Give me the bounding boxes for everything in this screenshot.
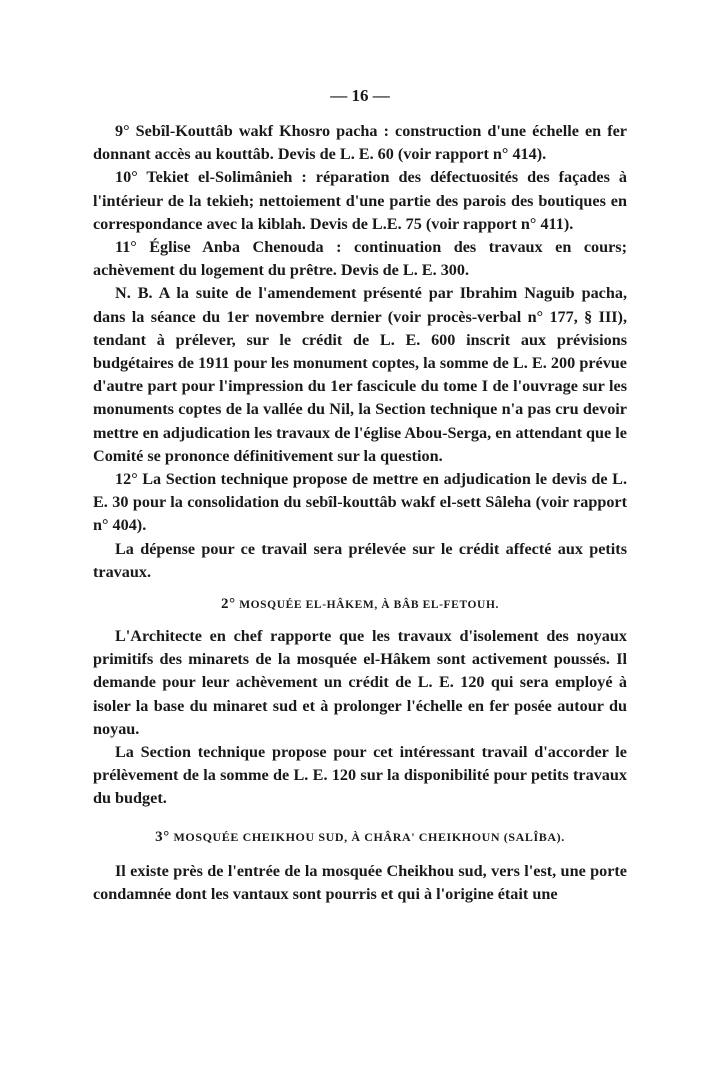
page-number: — 16 — [330,86,390,105]
paragraph-cheikhou: Il existe près de l'entrée de la mosquée Cheikhou sud, vers l'est, une porte condamnée dont les vantaux sont pourris et qui à l'origine était une [93,861,627,903]
section-number: 2° [221,596,236,613]
paragraph-item-11: 11° Église Anba Chenouda : continuation des travaux en cours; achèvement du logement du prêtre. Devis de L. E. 300. [93,238,627,280]
section-number: 3° [155,828,170,845]
paragraph-section-technique: La Section technique propose pour cet intéressant travail d'accorder le prélèvement de la somme de L. E. 120 sur la disponibilité pour petits travaux du budget. [93,743,627,808]
section-heading-hakem [93,596,627,613]
document-page [93,86,627,906]
paragraph-depense: La dépense pour ce travail sera prélevée sur le crédit affecté aux petits travaux. [93,539,627,581]
section-title: MOSQUÉE CHEIKHOU SUD, À CHÂRA' CHEIKHOUN (SALÎBA). [173,829,565,844]
section-title: MOSQUÉE EL-HÂKEM, À BÂB EL-FETOUH. [239,599,499,612]
paragraph-item-10: 10° Tekiet el-Solimânieh : réparation des défectuosités des façades à l'intérieur de la tekieh; nettoiement d'une partie des parois des boutiques en correspondance avec la kiblah. Devis de L.E. 75 (voir rapport n° 411). [93,168,627,233]
paragraph-architecte: L'Architecte en chef rapporte que les travaux d'isolement des noyaux primitifs des minarets de la mosquée el-Hâkem sont activement poussés. Il demande pour leur achèvement un crédit de L. E. 120 qui sera employé à isoler la base du minaret sud et à prolonger l'échelle en fer posée autour du noyau. [93,627,627,738]
section-heading-cheikhou [93,829,627,846]
paragraph-item-9: 9° Sebîl-Kouttâb wakf Khosro pacha : construction d'une échelle en fer donnant accès au kouttâb. Devis de L. E. 60 (voir rapport n° 414). [93,122,627,164]
paragraph-item-12: 12° La Section technique propose de mettre en adjudication le devis de L. E. 30 pour la consolidation du sebîl-kouttâb wakf el-sett Sâleha (voir rapport n° 404). [93,470,627,535]
paragraph-nota-bene: N. B. A la suite de l'amendement présenté par Ibrahim Naguib pacha, dans la séance du 1er novembre dernier (voir procès-verbal n° 177, § III), tendant à prélever, sur le crédit de L. E. 600 inscrit aux prévisions budgétaires de 1911 pour les monument coptes, la somme de L. E. 200 prévue d'autre part pour l'impression du 1er fascicule du tome I de l'ouvrage sur les monuments coptes de la vallée du Nil, la Section technique n'a pas cru devoir mettre en adjudication les travaux de l'église Abou-Serga, en attendant que le Comité se prononce définitivement sur la question. [93,284,627,465]
